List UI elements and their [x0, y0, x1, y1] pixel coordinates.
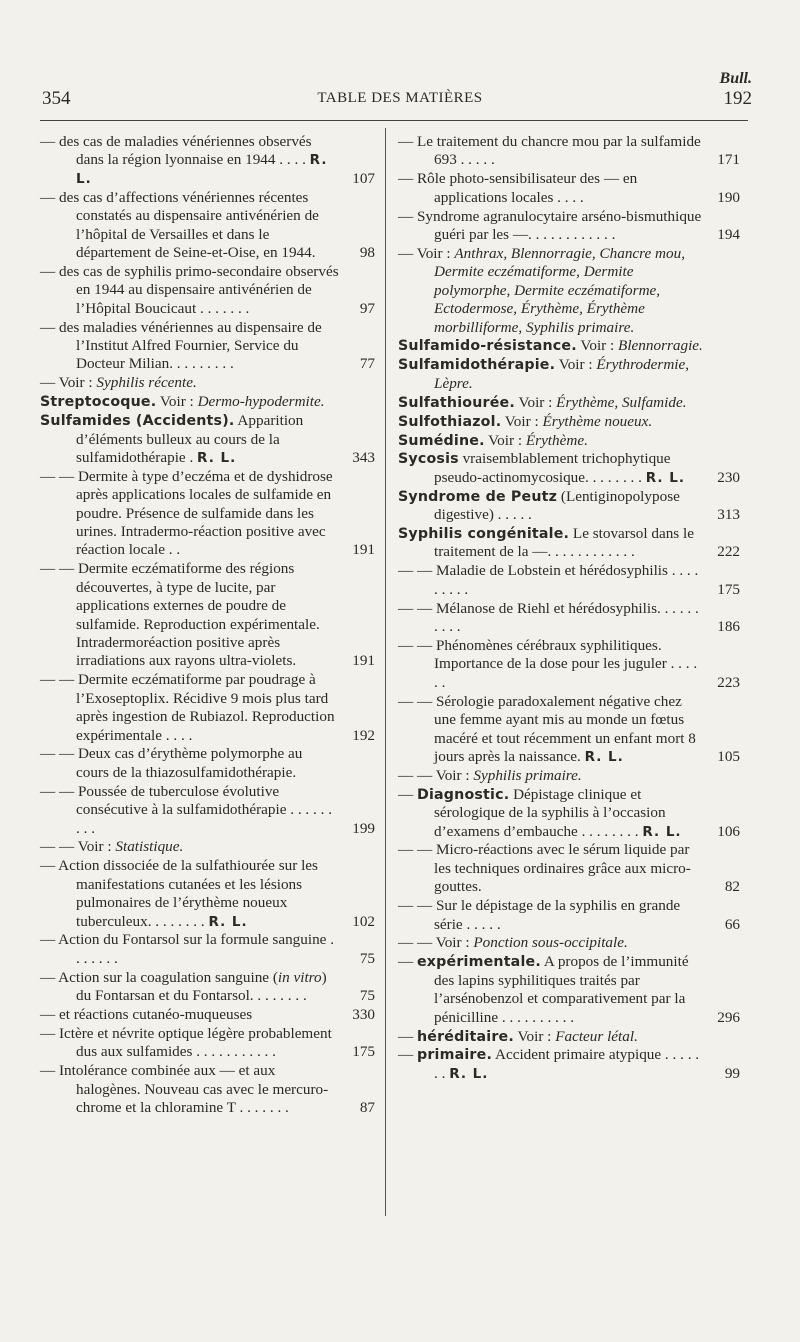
entry-page-number: 175 — [717, 580, 740, 598]
entry-headword: Sycosis — [398, 451, 459, 468]
entry-text: — Le traitement du chancre mou par la sulfamide 693 . . . . . — [398, 133, 701, 169]
entry-text: — — Maladie de Lobstein et hérédosyphilis . . . . . . . . . — [398, 562, 699, 598]
header-rule — [40, 120, 748, 121]
entry-headword: primaire. — [416, 1047, 493, 1064]
index-entry — [40, 412, 375, 467]
index-entry — [40, 263, 375, 318]
entry-page-number: 175 — [352, 1043, 375, 1061]
entry-text: — — [398, 1046, 417, 1064]
entry-text: — Intolérance combinée aux — et aux halogènes. Nouveau cas avec le mercuro-chrome et la chloramine T . . . . . . . — [40, 1062, 329, 1117]
index-entry — [398, 1028, 740, 1046]
index-entry — [398, 432, 740, 450]
entry-page-number: 330 — [352, 1006, 375, 1024]
index-entry — [40, 783, 375, 838]
entry-text: — et réactions cutanéo-muqueuses — [40, 1006, 253, 1024]
index-entry — [40, 468, 375, 560]
index-entry — [40, 969, 375, 1006]
entry-page-number: 313 — [717, 506, 740, 524]
index-entry — [40, 393, 375, 411]
entry-crossref: Dermo-hypodermite. — [197, 393, 325, 411]
entry-page-number: 343 — [352, 448, 375, 466]
entry-page-number: 199 — [352, 819, 375, 837]
entry-page-number: 107 — [352, 169, 375, 187]
entry-headword: Sulfothiazol. — [398, 413, 502, 430]
entry-rl-marker: R. L. — [208, 913, 248, 930]
index-entry — [40, 189, 375, 263]
entry-crossref: Érythème. — [525, 431, 588, 449]
entry-text: — — Sur le dépistage de la syphilis en grande série . . . . . — [398, 897, 681, 933]
entry-text: — — Micro-réactions avec le sérum liquide par les techniques ordinaires grâce aux micro-gouttes. — [398, 841, 691, 896]
entry-crossref: Syphilis récente. — [96, 374, 197, 392]
entry-text: — Voir : — [398, 244, 455, 262]
entry-text: — — Voir : — [398, 934, 474, 952]
entry-text: — des cas de maladies vénériennes observés dans la région lyonnaise en 1944 . . . . — [40, 133, 312, 169]
entry-page-number: 82 — [724, 878, 740, 896]
index-entry — [398, 600, 740, 637]
entry-text: — — Dermite eczématiforme par poudrage à l’Exoseptoplix. Récidive 9 mois plus tard après ingestion de Rubiazol. Reproduction expérimentale . . . . — [40, 671, 335, 744]
entry-text: — — Voir : — [40, 838, 116, 856]
entry-crossref: in vitro — [277, 968, 322, 986]
entry-text: — Action sur la coagulation sanguine ( — [40, 968, 278, 986]
entry-headword: Sulfamides (Accidents). — [40, 413, 235, 430]
entry-text: Voir : — [156, 393, 198, 411]
entry-text: Le stovarsol dans le traitement de la —. . . . . . . . . . . . — [434, 525, 694, 561]
entry-page-number: 75 — [359, 949, 375, 967]
entry-text: — — Poussée de tuberculose évolutive consécutive à la sulfamidothérapie . . . . . . . . . — [40, 782, 332, 837]
index-entry — [398, 245, 740, 337]
entry-page-number: 75 — [359, 987, 375, 1005]
entry-page-number: 77 — [359, 355, 375, 373]
index-entry — [398, 394, 740, 412]
index-entry — [40, 1062, 375, 1117]
entry-text: — — Mélanose de Riehl et hérédosyphilis. . . . . . . . . . — [398, 599, 699, 636]
entry-text: — — [398, 953, 417, 971]
entry-headword: héréditaire. — [416, 1028, 514, 1045]
entry-text: ) du Fontarsan et du Fontarsol. . . . . . . . — [76, 968, 327, 1005]
entry-text: — Voir : — [40, 374, 97, 392]
index-entry — [398, 450, 740, 487]
index-entry — [398, 525, 740, 562]
entry-page-number: 87 — [359, 1099, 375, 1117]
index-column-right — [398, 133, 740, 1084]
entry-text: — Action du Fontarsol sur la formule sanguine . . . . . . . — [40, 931, 335, 967]
entry-text: — — [398, 1027, 417, 1045]
entry-crossref: Facteur létal. — [555, 1027, 638, 1045]
entry-headword: Diagnostic. — [416, 786, 510, 803]
index-entry — [398, 767, 740, 785]
entry-text: — — Deux cas d’érythème polymorphe au cours de la thiazosulfamidothérapie. — [40, 745, 303, 781]
index-entry — [398, 337, 740, 355]
index-entry — [40, 671, 375, 745]
entry-text: Voir : — [514, 393, 557, 411]
entry-page-number: 99 — [724, 1064, 740, 1082]
entry-headword: Sulfamido-résistance. — [398, 338, 577, 355]
entry-headword: Streptocoque. — [40, 394, 157, 411]
entry-text: Dépistage clinique et sérologique de la syphilis à l’occasion d’examens d’embauche . . . . . . . . — [434, 785, 666, 840]
entry-page-number: 98 — [359, 243, 375, 261]
entry-page-number: 171 — [717, 151, 740, 169]
entry-crossref: Ponction sous-occipitale. — [473, 934, 628, 952]
entry-text: — Action dissociée de la sulfathiourée sur les manifestations cutanées et les lésions pulmonaires de l’érythème noueux tuberculeux. . . . . . . . — [40, 857, 318, 930]
index-entry — [40, 319, 375, 374]
entry-rl-marker: R. L. — [449, 1065, 489, 1082]
index-entry — [398, 133, 740, 170]
entry-headword: Sulfamidothérapie. — [398, 357, 556, 374]
entry-rl-marker: R. L. — [584, 748, 624, 765]
index-column-left — [40, 133, 375, 1118]
index-entry — [398, 934, 740, 952]
journal-abbrev: Bull. — [719, 70, 752, 87]
entry-rl-marker: R. L. — [76, 152, 328, 187]
entry-crossref: Érythème noueux. — [542, 412, 653, 430]
entry-page-number: 66 — [724, 915, 740, 933]
volume-number: 192 — [723, 88, 752, 109]
index-entry — [398, 208, 740, 245]
page-number: 354 — [42, 88, 71, 109]
index-entry — [398, 693, 740, 767]
index-entry — [398, 170, 740, 207]
entry-headword: Syndrome de Peutz — [398, 488, 558, 505]
entry-page-number: 230 — [717, 468, 740, 486]
entry-text: — Ictère et névrite optique légère probablement dus aux sulfamides . . . . . . . . . . . — [40, 1025, 332, 1061]
entry-text: — — Dermite eczématiforme des régions découvertes, à type de lucite, par applications externes de poudre de sulfamide. Reproduction expérimentale. Intradermoréaction positive après irradiations aux rayons ultra-violets. — [40, 560, 320, 670]
entry-text: — — Dermite à type d’eczéma et de dyshidrose après applications locales de sulfamide en poudre. Présence de sulfamide dans les urines. Intradermo-réaction positive avec réaction locale . . — [40, 467, 333, 559]
entry-text: — — Phénomènes cérébraux syphilitiques. Importance de la dose pour les juguler . . . . . . — [398, 636, 698, 691]
entry-rl-marker: R. L. — [645, 469, 685, 486]
index-entry — [398, 897, 740, 934]
index-entry — [398, 562, 740, 599]
entry-page-number: 191 — [352, 652, 375, 670]
entry-text: Accident primaire atypique . . . . . . . — [434, 1046, 700, 1082]
index-entry — [40, 1006, 375, 1024]
index-entry — [398, 637, 740, 692]
entry-text: — des cas de syphilis primo-secondaire observés en 1944 au dispensaire antivénérien de l’Hôpital Boucicaut . . . . . . . — [40, 262, 339, 317]
entry-text: — des cas d’affections vénériennes récentes constatés au dispensaire antivénérien de l’hôpital de Versailles et dans le département de Seine-et-Oise, en 1944. — [40, 188, 319, 261]
column-divider — [385, 128, 386, 1216]
entry-rl-marker: R. L. — [642, 823, 682, 840]
index-entry — [40, 931, 375, 968]
entry-page-number: 194 — [717, 226, 740, 244]
entry-crossref: Érythrodermie, Lèpre. — [434, 356, 690, 392]
index-entry — [40, 838, 375, 856]
index-entry — [40, 560, 375, 670]
index-entry — [398, 841, 740, 896]
entry-page-number: 222 — [717, 543, 740, 561]
index-entry — [398, 488, 740, 525]
entry-headword: Syphilis congénitale. — [398, 526, 570, 543]
index-entry — [40, 857, 375, 931]
entry-text: vraisemblablement trichophytique pseudo-actinomycosique. . . . . . . . — [434, 450, 671, 486]
entry-page-number: 102 — [352, 912, 375, 930]
entry-page-number: 223 — [717, 673, 740, 691]
entry-page-number: 186 — [717, 618, 740, 636]
entry-text: A propos de l’immunité des lapins syphilitiques traités par l’arsénobenzol et comparativement par la pénicilline . . . . . . . . . . — [434, 953, 689, 1026]
entry-text: — — Sérologie paradoxalement négative chez une femme ayant mis au monde un fœtus macéré et tout récemment un enfant mort 8 jours après la naissance. — [398, 692, 696, 765]
entry-page-number: 191 — [352, 541, 375, 559]
entry-text: Voir : — [576, 337, 619, 355]
entry-headword: Sulfathiourée. — [398, 394, 515, 411]
entry-crossref: Anthrax, Blennorragie, Chancre mou, Dermite eczématiforme, Dermite polymorphe, Dermite eczématiforme, Ectodermose, Érythème, Érythème morbilliforme, Syphilis primaire. — [434, 244, 685, 336]
entry-crossref: Érythème, Sulfamide. — [556, 393, 687, 411]
index-entry — [398, 786, 740, 841]
index-entry — [398, 1046, 740, 1083]
entry-page-number: 106 — [717, 822, 740, 840]
entry-page-number: 296 — [717, 1008, 740, 1026]
entry-rl-marker: R. L. — [197, 449, 237, 466]
entry-text: Apparition d’éléments bulleux au cours de la sulfamidothérapie . — [76, 412, 304, 466]
index-entry — [40, 1025, 375, 1062]
entry-text: Voir : — [555, 356, 597, 374]
entry-text: Voir : — [513, 1027, 556, 1045]
index-entry — [398, 413, 740, 431]
index-entry — [40, 133, 375, 188]
entry-crossref: Statistique. — [115, 838, 184, 856]
entry-text: (Lentiginopolypose digestive) . . . . . — [434, 487, 680, 524]
index-entry — [40, 745, 375, 782]
entry-page-number: 97 — [359, 299, 375, 317]
index-entry — [398, 356, 740, 393]
entry-text: — Syndrome agranulocytaire arséno-bismuthique guéri par les —. . . . . . . . . . . . — [398, 207, 702, 244]
entry-text: Voir : — [501, 412, 543, 430]
index-entry — [40, 374, 375, 392]
entry-crossref: Blennorragie. — [618, 337, 703, 355]
entry-text: Voir : — [484, 431, 526, 449]
entry-headword: Sumédine. — [398, 432, 485, 449]
entry-crossref: Syphilis primaire. — [473, 766, 582, 784]
entry-text: — Rôle photo-sensibilisateur des — en applications locales . . . . — [398, 170, 638, 206]
entry-text: — — Voir : — [398, 766, 474, 784]
running-title: TABLE DES MATIÈRES — [317, 90, 483, 106]
entry-headword: expérimentale. — [416, 954, 541, 971]
index-entry — [398, 953, 740, 1027]
entry-page-number: 192 — [352, 726, 375, 744]
entry-text: — — [398, 785, 417, 803]
entry-page-number: 190 — [717, 188, 740, 206]
entry-text: — des maladies vénériennes au dispensaire de l’Institut Alfred Fournier, Service du Docteur Milian. . . . . . . . . — [40, 318, 322, 373]
entry-page-number: 105 — [717, 747, 740, 765]
